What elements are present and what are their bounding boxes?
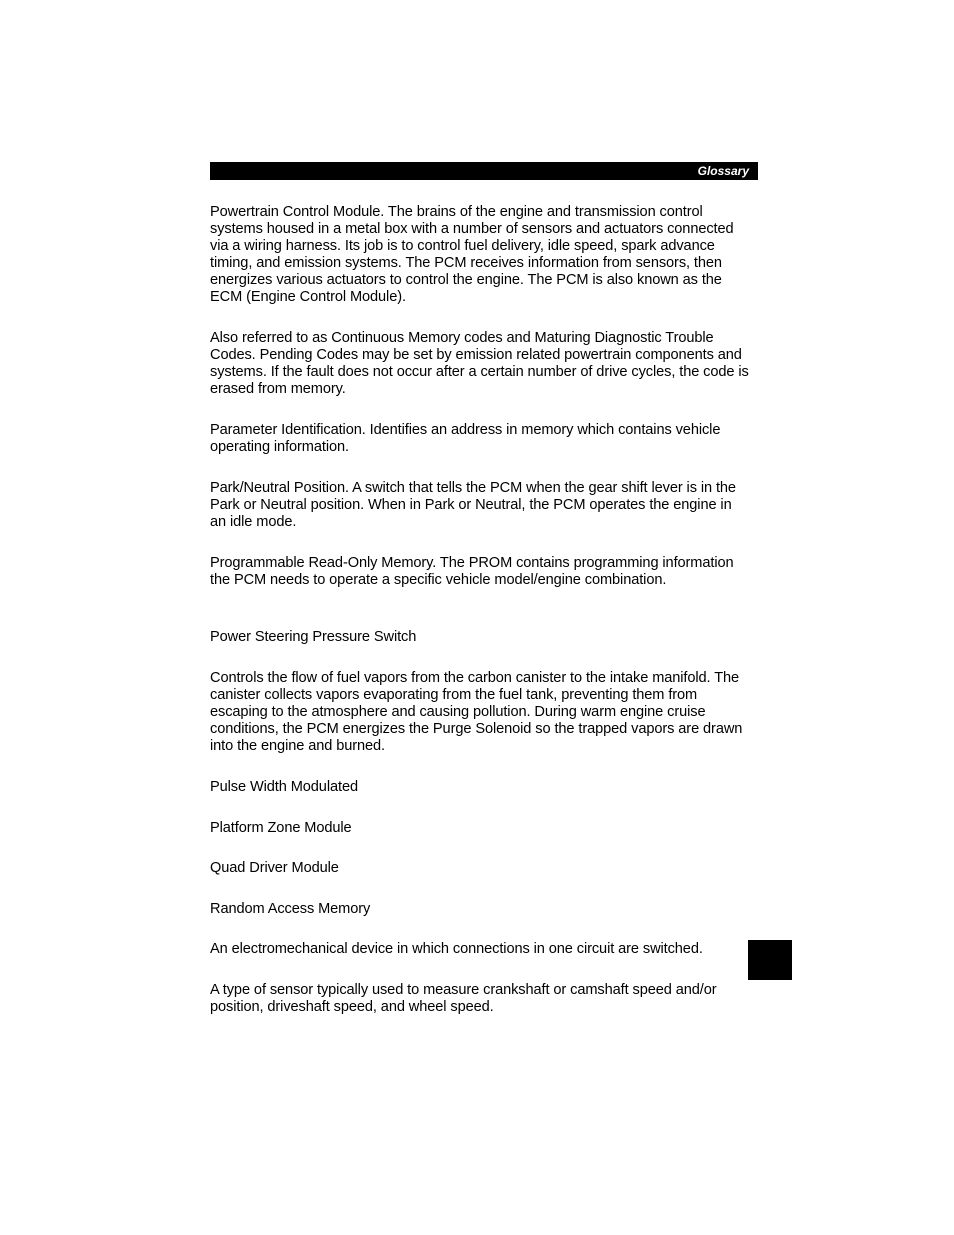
glossary-definition-pzm: Platform Zone Module (210, 820, 352, 836)
chapter-thumb-tab (748, 940, 792, 980)
glossary-definition-ram: Random Access Memory (210, 901, 371, 917)
glossary-definition-psps: Power Steering Pressure Switch (210, 629, 417, 645)
glossary-definition-pnp: Park/Neutral Position. A switch that tells the PCM when the gear shift lever is in the Park or Neutral position. When in Park or Neutral, the PCM operates the engine in an idle mode. (210, 480, 736, 531)
glossary-definition-prom: Programmable Read-Only Memory. The PROM contains programming information the PCM needs to operate a specific vehicle model/engine combination. (210, 555, 734, 589)
glossary-definition-pwm: Pulse Width Modulated (210, 779, 358, 795)
glossary-definition-qdm: Quad Driver Module (210, 860, 339, 876)
glossary-definition-reluctance-sensor: A type of sensor typically used to measure crankshaft or camshaft speed and/or position, driveshaft speed, and wheel speed. (210, 982, 717, 1016)
section-title: Glossary (697, 164, 749, 178)
glossary-definition-purge-solenoid: Controls the flow of fuel vapors from the carbon canister to the intake manifold. The canister collects vapors evaporating from the fuel tank, preventing them from escaping to the atmosphere and causing pollution. During warm engine cruise conditions, the PCM energizes the Purge Solenoid so the trapped vapors are drawn into the engine and burned. (210, 670, 743, 755)
glossary-definition-pcm: Powertrain Control Module. The brains of the engine and transmission control systems housed in a metal box with a number of sensors and actuators connected via a wiring harness. Its job is to control fuel delivery, idle speed, spark advance timing, and emission systems. The PCM receives information from sensors, then energizes various actuators to control the engine. The PCM is also known as the ECM (Engine Control Module). (210, 204, 734, 306)
glossary-definition-pid: Parameter Identification. Identifies an address in memory which contains vehicle operating information. (210, 422, 721, 456)
glossary-definition-pending-codes: Also referred to as Continuous Memory codes and Maturing Diagnostic Trouble Codes. Pending Codes may be set by emission related powertrain components and systems. If the fault does not occur after a certain number of drive cycles, the code is erased from memory. (210, 330, 749, 398)
section-header-bar (210, 162, 758, 180)
glossary-definition-relay: An electromechanical device in which connections in one circuit are switched. (210, 941, 703, 957)
